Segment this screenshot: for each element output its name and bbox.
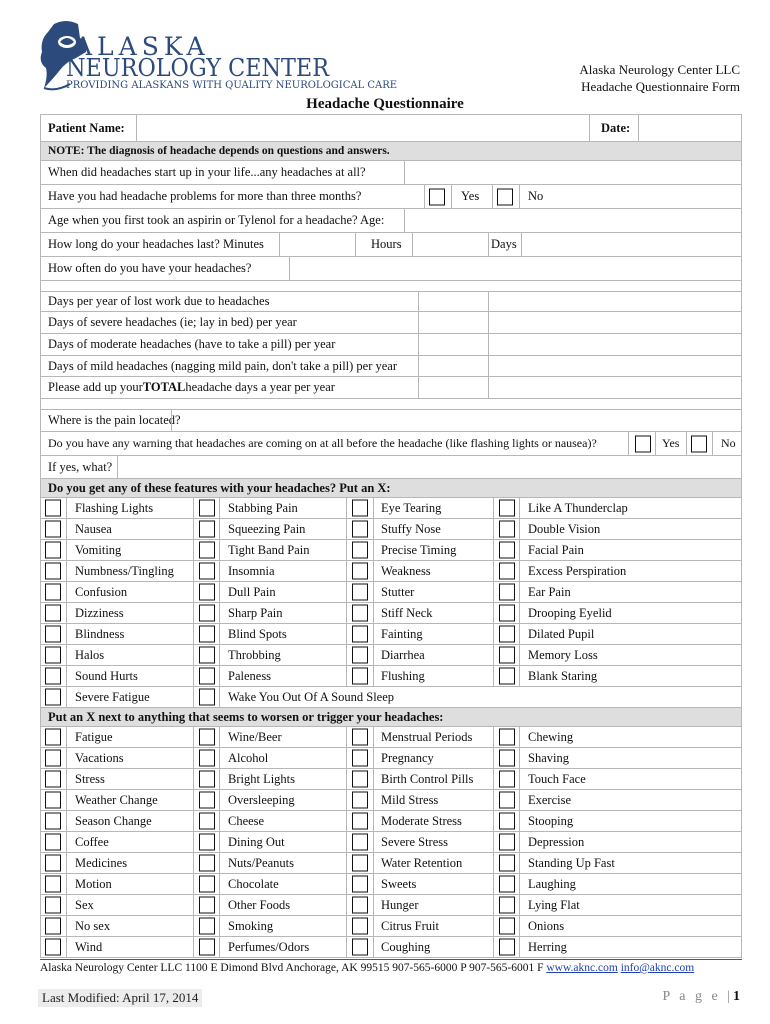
item-label: Dining Out [228, 834, 285, 849]
checklist-row [40, 895, 742, 916]
item-label: Sex [75, 897, 94, 912]
feature-label: Wake You Out Of A Sound Sleep [228, 689, 395, 704]
how-often-row [40, 257, 742, 281]
q-severe-label: Days of severe headaches (ie; lay in bed) per year [48, 315, 297, 329]
item-checkbox[interactable] [199, 939, 215, 956]
note-text: NOTE: The diagnosis of headache depends on questions and answers. [48, 145, 390, 157]
start-answer-field[interactable] [405, 161, 741, 184]
item-label: Coughing [381, 939, 431, 954]
item-checkbox[interactable] [199, 647, 215, 664]
checklist-row [40, 790, 742, 811]
item-label: Double Vision [528, 521, 601, 536]
item-label: Tight Band Pain [228, 542, 310, 557]
company-name: Alaska Neurology Center LLC [579, 62, 740, 77]
checklist-row [40, 916, 742, 937]
item-label: Vomiting [75, 542, 122, 557]
footer-address-text: Alaska Neurology Center LLC 1100 E Dimond Blvd Anchorage, AK 99515 907-565-6000 P 907-565-6001 F [40, 962, 547, 974]
item-checkbox[interactable] [45, 813, 61, 830]
item-label: Shaving [528, 750, 569, 765]
q-mild-label: Days of mild headaches (nagging mild pain, don't take a pill) per year [48, 358, 398, 373]
age-aspirin-row [40, 209, 742, 233]
item-label: Herring [528, 939, 567, 954]
item-label: Excess Perspiration [528, 563, 627, 578]
item-label: Exercise [528, 792, 572, 807]
item-checkbox[interactable] [499, 771, 515, 788]
item-label: Confusion [75, 584, 128, 599]
item-checkbox[interactable] [499, 542, 515, 559]
item-checkbox[interactable] [199, 771, 215, 788]
item-label: Motion [75, 876, 112, 891]
checklist-row [40, 624, 742, 645]
item-label: Chewing [528, 729, 574, 744]
item-checkbox[interactable] [199, 563, 215, 580]
item-label: Alcohol [228, 750, 269, 765]
item-checkbox[interactable] [352, 729, 368, 746]
item-label: Menstrual Periods [381, 729, 473, 744]
days-field[interactable] [522, 233, 741, 256]
total-days-field[interactable] [419, 377, 488, 398]
item-label: Blind Spots [228, 626, 287, 641]
item-checkbox[interactable] [352, 939, 368, 956]
item-label: Sweets [381, 876, 417, 891]
item-checkbox[interactable] [45, 668, 61, 685]
website-link[interactable]: www.aknc.com [546, 962, 618, 974]
item-label: Squeezing Pain [228, 521, 306, 536]
item-checkbox[interactable] [499, 813, 515, 830]
q-three-months-label: Have you had headache problems for more than three months? [48, 189, 362, 203]
item-checkbox[interactable] [199, 584, 215, 601]
warning-no-checkbox[interactable] [691, 435, 707, 452]
three-months-row [40, 185, 742, 209]
item-label: Stiff Neck [381, 605, 433, 620]
item-checkbox[interactable] [499, 792, 515, 809]
item-checkbox[interactable] [499, 647, 515, 664]
item-checkbox[interactable] [199, 500, 215, 517]
item-checkbox[interactable] [499, 584, 515, 601]
no-label: No [528, 189, 544, 203]
item-label: Blank Staring [528, 668, 598, 683]
checklist-row [40, 540, 742, 561]
item-label: Fatigue [75, 729, 113, 744]
item-checkbox[interactable] [199, 918, 215, 935]
feature-checkbox[interactable] [45, 689, 61, 706]
item-label: Severe Stress [381, 834, 448, 849]
item-checkbox[interactable] [352, 876, 368, 893]
age-aspirin-field[interactable] [405, 209, 741, 232]
item-label: Eye Tearing [381, 500, 442, 515]
item-checkbox[interactable] [199, 521, 215, 538]
moderate-days-row [40, 334, 742, 356]
item-checkbox[interactable] [45, 605, 61, 622]
item-label: Nausea [75, 521, 112, 536]
item-checkbox[interactable] [352, 897, 368, 914]
email-link[interactable]: info@aknc.com [620, 962, 695, 974]
item-checkbox[interactable] [45, 500, 61, 517]
three-months-no-checkbox[interactable] [497, 188, 513, 205]
page-label: P a g e | [662, 989, 733, 1004]
spacer [40, 399, 742, 409]
checklist-row [40, 645, 742, 666]
item-checkbox[interactable] [352, 521, 368, 538]
item-label: Stress [75, 771, 105, 786]
last-modified: Last Modified: April 17, 2014 [38, 989, 202, 1007]
item-checkbox[interactable] [45, 855, 61, 872]
item-checkbox[interactable] [45, 729, 61, 746]
item-label: Season Change [75, 813, 152, 828]
q-warning-label: Do you have any warning that headaches are coming on at all before the headache (like flashing lights or nausea)? [48, 436, 597, 450]
item-checkbox[interactable] [199, 897, 215, 914]
item-checkbox[interactable] [45, 939, 61, 956]
item-label: Ear Pain [528, 584, 571, 599]
item-label: Bright Lights [228, 771, 296, 786]
item-label: Like A Thunderclap [528, 500, 628, 515]
moderate-days-field[interactable] [419, 334, 488, 355]
patient-row [40, 114, 742, 142]
item-label: Facial Pain [528, 542, 584, 557]
date-field[interactable] [639, 115, 741, 141]
item-label: Vacations [75, 750, 124, 765]
item-label: Numbness/Tingling [75, 563, 174, 578]
item-label: Lying Flat [528, 897, 580, 912]
item-checkbox[interactable] [352, 563, 368, 580]
item-label: Mild Stress [381, 792, 439, 807]
item-label: Sharp Pain [228, 605, 283, 620]
item-label: Stabbing Pain [228, 500, 298, 515]
checklist-row [40, 937, 742, 958]
yes-label: Yes [461, 189, 480, 203]
item-checkbox[interactable] [499, 939, 515, 956]
q-age-aspirin-label: Age when you first took an aspirin or Tylenol for a headache? Age: [48, 213, 385, 227]
q-total-label: Please add up your TOTAL headache days a year per year [48, 380, 335, 394]
checklist-row [40, 853, 742, 874]
item-label: Chocolate [228, 876, 279, 891]
three-months-yes-checkbox[interactable] [429, 188, 445, 205]
item-checkbox[interactable] [199, 876, 215, 893]
item-label: Pregnancy [381, 750, 434, 765]
item-label: Hunger [381, 897, 419, 912]
item-checkbox[interactable] [199, 792, 215, 809]
item-checkbox[interactable] [499, 918, 515, 935]
item-checkbox[interactable] [352, 771, 368, 788]
item-checkbox[interactable] [352, 542, 368, 559]
item-checkbox[interactable] [352, 584, 368, 601]
item-checkbox[interactable] [199, 813, 215, 830]
lost-work-field[interactable] [419, 292, 488, 311]
item-checkbox[interactable] [499, 876, 515, 893]
item-label: Water Retention [381, 855, 463, 870]
item-label: Dizziness [75, 605, 124, 620]
item-label: Oversleeping [228, 792, 295, 807]
item-label: Insomnia [228, 563, 275, 578]
item-checkbox[interactable] [352, 792, 368, 809]
item-label: Nuts/Peanuts [228, 855, 294, 870]
item-checkbox[interactable] [45, 771, 61, 788]
item-checkbox[interactable] [499, 750, 515, 767]
checklist-row [40, 874, 742, 895]
item-label: Dull Pain [228, 584, 276, 599]
item-checkbox[interactable] [45, 918, 61, 935]
item-label: Sound Hurts [75, 668, 138, 683]
severe-days-field[interactable] [419, 312, 488, 333]
days-label: Days [491, 237, 517, 251]
item-checkbox[interactable] [499, 605, 515, 622]
item-checkbox[interactable] [499, 521, 515, 538]
feature-label: Severe Fatigue [75, 689, 150, 704]
patient-name-field[interactable] [137, 115, 587, 141]
triggers-grid [40, 727, 742, 958]
warning-yes-label: Yes [662, 436, 680, 450]
item-label: Stuffy Nose [381, 521, 441, 536]
item-label: Onions [528, 918, 565, 933]
item-checkbox[interactable] [352, 834, 368, 851]
item-label: Paleness [228, 668, 272, 683]
checklist-row [40, 832, 742, 853]
item-label: Wine/Beer [228, 729, 282, 744]
hours-label: Hours [371, 237, 402, 251]
patient-name-label: Patient Name: [48, 120, 125, 135]
item-label: Citrus Fruit [381, 918, 439, 933]
form-name: Headache Questionnaire Form [581, 79, 740, 94]
item-checkbox[interactable] [352, 750, 368, 767]
footer-divider [40, 959, 742, 960]
item-checkbox[interactable] [45, 876, 61, 893]
warning-no-label: No [721, 436, 736, 450]
item-label: Throbbing [228, 647, 281, 662]
item-label: Birth Control Pills [381, 771, 474, 786]
checklist-row [40, 582, 742, 603]
feature-checkbox[interactable] [199, 689, 215, 706]
logo-tagline: PROVIDING ALASKANS WITH QUALITY NEUROLOGICAL CARE [66, 80, 398, 91]
location-field[interactable] [172, 410, 741, 431]
item-checkbox[interactable] [499, 626, 515, 643]
item-label: Blindness [75, 626, 125, 641]
features-heading: Do you get any of these features with your headaches? Put an X: [48, 480, 391, 495]
features-grid [40, 498, 742, 687]
checklist-row [40, 748, 742, 769]
q-how-often-label: How often do you have your headaches? [48, 261, 252, 275]
q-lost-work-label: Days per year of lost work due to headaches [48, 294, 270, 308]
triggers-heading-row [40, 708, 742, 727]
item-label: Precise Timing [381, 542, 457, 557]
warning-row [40, 432, 742, 456]
item-checkbox[interactable] [45, 834, 61, 851]
checklist-row [40, 727, 742, 748]
item-checkbox[interactable] [499, 855, 515, 872]
mild-days-field[interactable] [419, 356, 488, 376]
note-row [40, 142, 742, 161]
features-last-row [40, 687, 742, 708]
item-checkbox[interactable] [352, 918, 368, 935]
item-checkbox[interactable] [499, 729, 515, 746]
item-checkbox[interactable] [199, 855, 215, 872]
item-checkbox[interactable] [352, 605, 368, 622]
item-label: Standing Up Fast [528, 855, 615, 870]
q-start-label: When did headaches start up in your life...any headaches at all? [48, 165, 366, 179]
checklist-row [40, 603, 742, 624]
item-label: Moderate Stress [381, 813, 462, 828]
footer-address [40, 962, 694, 974]
item-checkbox[interactable] [199, 626, 215, 643]
logo [36, 14, 398, 98]
warning-yes-checkbox[interactable] [635, 435, 651, 452]
item-checkbox[interactable] [352, 855, 368, 872]
checklist-row [40, 666, 742, 687]
item-checkbox[interactable] [45, 542, 61, 559]
item-label: Wind [75, 939, 103, 954]
if-yes-field[interactable] [118, 456, 741, 478]
q-location-label: Where is the pain located? [48, 413, 181, 427]
item-checkbox[interactable] [199, 542, 215, 559]
item-label: Stutter [381, 584, 415, 599]
date-label: Date: [601, 120, 631, 135]
checklist-row [40, 811, 742, 832]
item-checkbox[interactable] [352, 668, 368, 685]
item-label: Laughing [528, 876, 576, 891]
item-label: Medicines [75, 855, 128, 870]
item-label: Depression [528, 834, 585, 849]
how-often-field[interactable] [290, 257, 741, 280]
item-label: Coffee [75, 834, 109, 849]
item-checkbox[interactable] [45, 626, 61, 643]
item-checkbox[interactable] [352, 626, 368, 643]
checklist-row [40, 769, 742, 790]
how-long-row [40, 233, 742, 257]
item-label: Halos [75, 647, 105, 662]
item-checkbox[interactable] [45, 563, 61, 580]
if-yes-row [40, 456, 742, 479]
start-row [40, 161, 742, 185]
triggers-heading: Put an X next to anything that seems to worsen or trigger your headaches: [48, 709, 444, 724]
q-how-long-label: How long do your headaches last? Minutes [48, 237, 264, 251]
checklist-row [40, 498, 742, 519]
checklist-row [40, 519, 742, 540]
item-label: Fainting [381, 626, 423, 641]
item-checkbox[interactable] [45, 521, 61, 538]
item-label: Perfumes/Odors [228, 939, 310, 954]
item-checkbox[interactable] [199, 729, 215, 746]
item-checkbox[interactable] [499, 500, 515, 517]
logo-neurology-center-text: NEUROLOGY CENTER [66, 54, 330, 82]
item-checkbox[interactable] [199, 605, 215, 622]
features-heading-row [40, 479, 742, 498]
hours-field[interactable] [413, 233, 488, 256]
item-checkbox[interactable] [499, 897, 515, 914]
item-label: Touch Face [528, 771, 586, 786]
item-checkbox[interactable] [352, 647, 368, 664]
item-label: Memory Loss [528, 647, 598, 662]
item-label: Weather Change [75, 792, 158, 807]
item-label: No sex [75, 918, 111, 933]
item-label: Diarrhea [381, 647, 425, 662]
checklist-row [40, 561, 742, 582]
mild-days-row [40, 356, 742, 377]
item-checkbox[interactable] [499, 668, 515, 685]
item-checkbox[interactable] [45, 647, 61, 664]
q-moderate-label: Days of moderate headaches (have to take a pill) per year [48, 337, 336, 351]
total-days-row [40, 377, 742, 399]
item-label: Cheese [228, 813, 265, 828]
item-checkbox[interactable] [45, 792, 61, 809]
item-checkbox[interactable] [499, 834, 515, 851]
item-checkbox[interactable] [199, 750, 215, 767]
page-number [663, 989, 741, 1005]
q-if-yes-label: If yes, what? [48, 459, 113, 474]
location-row [40, 409, 742, 432]
item-checkbox[interactable] [45, 897, 61, 914]
item-label: Flushing [381, 668, 425, 683]
item-label: Other Foods [228, 897, 291, 912]
page-title: Headache Questionnaire [306, 96, 464, 112]
questionnaire-form [40, 114, 742, 958]
item-checkbox[interactable] [199, 668, 215, 685]
lost-work-row [40, 291, 742, 312]
logo-alaska-text: ALASKA [74, 32, 210, 61]
item-checkbox[interactable] [45, 584, 61, 601]
item-label: Flashing Lights [75, 500, 154, 515]
page-number-value: 1 [733, 989, 740, 1004]
item-checkbox[interactable] [499, 563, 515, 580]
item-checkbox[interactable] [352, 813, 368, 830]
spacer [40, 281, 742, 291]
item-label: Drooping Eyelid [528, 605, 612, 620]
minutes-field[interactable] [280, 233, 355, 256]
item-label: Smoking [228, 918, 274, 933]
item-label: Weakness [381, 563, 431, 578]
severe-days-row [40, 312, 742, 334]
item-checkbox[interactable] [45, 750, 61, 767]
item-checkbox[interactable] [199, 834, 215, 851]
item-label: Stooping [528, 813, 574, 828]
item-checkbox[interactable] [352, 500, 368, 517]
item-label: Dilated Pupil [528, 626, 595, 641]
